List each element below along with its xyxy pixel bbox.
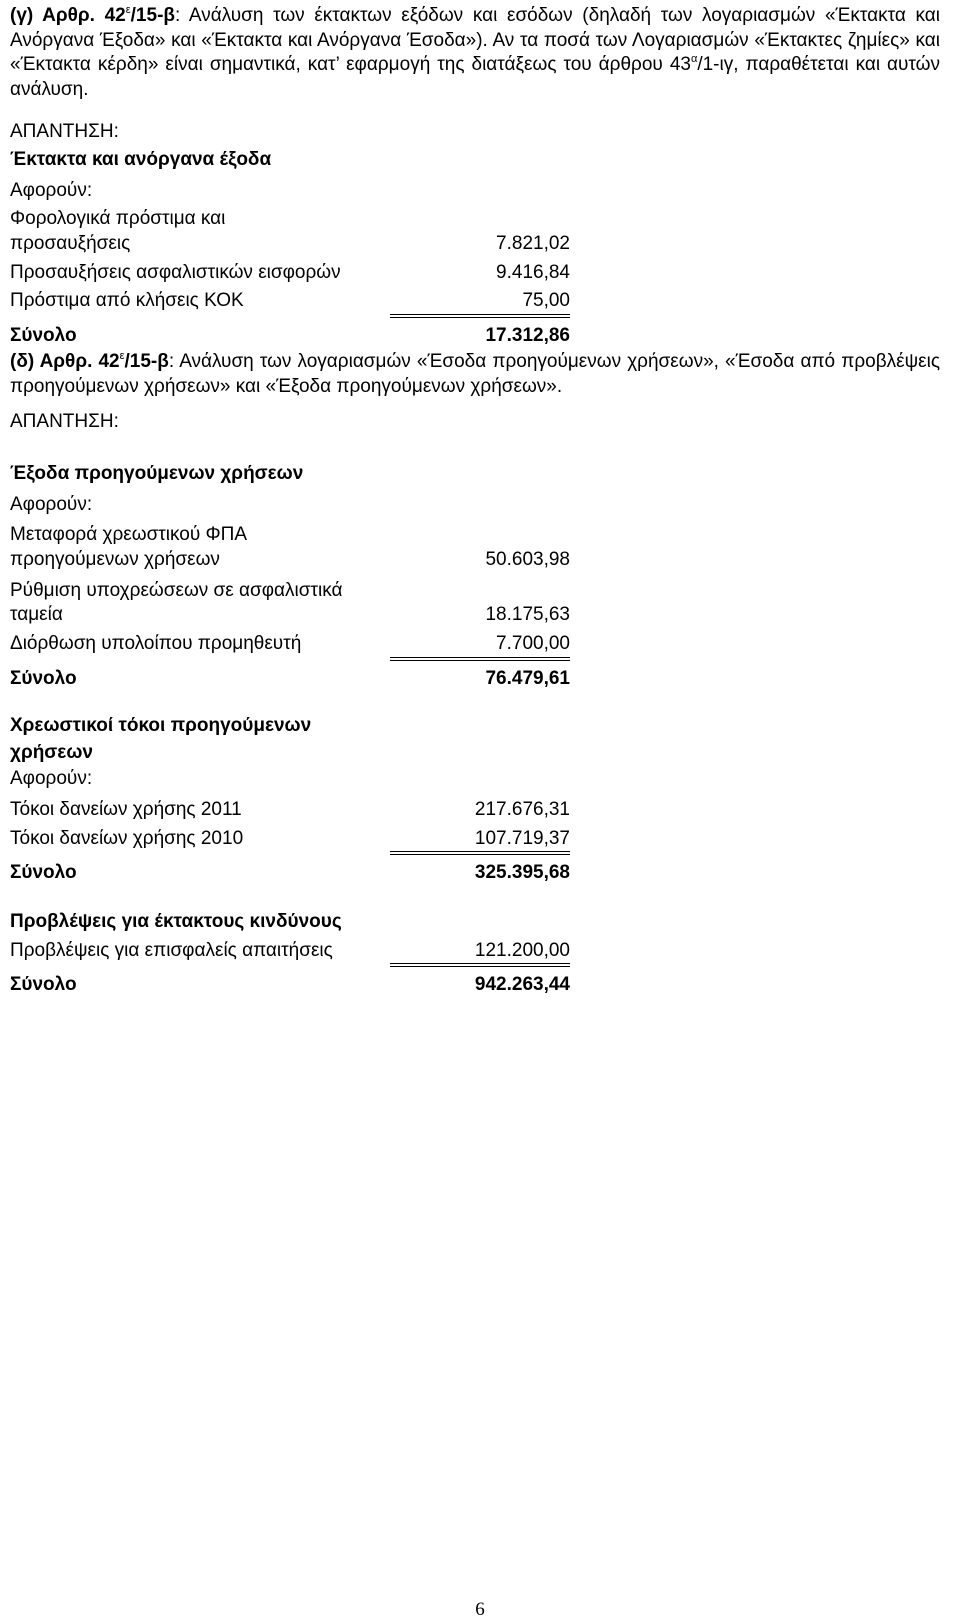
section-4-title: Προβλέψεις για έκτακτους κινδύνους <box>10 911 342 932</box>
double-underline <box>390 314 570 318</box>
para-d-prefix: (δ) Αρθρ. 42 <box>10 351 120 372</box>
row-label: Τόκοι δανείων χρήσης 2010 <box>10 827 244 849</box>
section-2-row-1 <box>10 523 570 572</box>
row-amount: 7.700,00 <box>496 633 570 655</box>
section-3-row-2 <box>10 827 570 852</box>
double-underline <box>390 963 570 967</box>
concern-label-3: Αφορούν: <box>10 768 93 790</box>
row-label-line2: προηγούμενων χρήσεων <box>10 549 220 571</box>
row-label-line2: ταμεία <box>10 604 63 626</box>
paragraph-g <box>10 4 940 103</box>
para-d-body: : Ανάλυση των λογαριασμών «Έσοδα προηγούμενων χρήσεων», «Έσοδα από προβλέψεις προηγούμενων χρήσεων» και «Έξοδα προηγούμενων χρήσεων». <box>10 351 941 397</box>
double-underline <box>390 657 570 661</box>
row-amount: 217.676,31 <box>474 799 570 821</box>
para-g-sup1: ε <box>125 4 131 16</box>
section-extraordinary-provisions <box>10 910 570 998</box>
section-prior-year-interest <box>10 714 570 886</box>
total-label: Σύνολο <box>10 667 77 689</box>
row-label: Προσαυξήσεις ασφαλιστικών εισφορών <box>10 261 341 283</box>
para-g-body: : Ανάλυση των έκτακτων εξόδων και εσόδων (δηλαδή των λογαριασμών «Έκτακτα και Ανόργανα Έξοδα» και «Έκτακτα και Ανόργανα Έσοδα»). Αν τα ποσά των Λογαριασμών «Έκτακτες ζημίες» και «Έκτακτα κέρδη» είναι σημαντικά, κατ’ εφαρμογή της διατάξεως του άρθρου 43 <box>10 5 940 76</box>
section-2-title: Έξοδα προηγούμενων χρήσεων <box>10 463 304 484</box>
row-amount: 7.821,02 <box>496 233 570 255</box>
answer-label-1: ΑΠΑΝΤΗΣΗ: <box>10 121 119 142</box>
section-1-row-2 <box>10 261 570 286</box>
section-prior-year-expenses <box>10 462 570 692</box>
total-label: Σύνολο <box>10 862 77 884</box>
page-number: 6 <box>475 1599 485 1620</box>
total-amount: 942.263,44 <box>474 974 570 996</box>
total-label: Σύνολο <box>10 974 77 996</box>
row-amount: 9.416,84 <box>496 261 570 283</box>
section-4-total-row <box>10 973 570 998</box>
answer-label-2: ΑΠΑΝΤΗΣΗ: <box>10 411 119 432</box>
section-1-total-row <box>10 324 570 349</box>
section-3-row-1 <box>10 798 570 823</box>
row-label: Πρόστιμα από κλήσεις ΚΟΚ <box>10 290 244 312</box>
total-amount: 325.395,68 <box>474 862 570 884</box>
para-g-tail: /1-ιγ, παραθέτεται και αυτών ανάλυση. <box>10 54 941 101</box>
row-amount: 18.175,63 <box>485 604 570 626</box>
section-2-row-3 <box>10 632 570 657</box>
section-3-title-line1: Χρεωστικοί τόκοι προηγούμενων <box>10 715 312 736</box>
concern-label-1: Αφορούν: <box>10 179 93 201</box>
row-label: Τόκοι δανείων χρήσης 2011 <box>10 799 242 821</box>
para-d-sup: ε <box>119 350 125 362</box>
row-amount: 75,00 <box>522 290 570 312</box>
row-amount: 121.200,00 <box>474 939 570 961</box>
section-2-row-2 <box>10 579 570 628</box>
section-1-row-3 <box>10 289 570 314</box>
row-amount: 50.603,98 <box>485 549 570 571</box>
row-label-line1: Ρύθμιση υποχρεώσεων σε ασφαλιστικά <box>10 579 343 601</box>
double-underline <box>390 851 570 855</box>
section-3-title-line2: χρήσεων <box>10 741 93 763</box>
para-g-prefix: (γ) Αρθρ. 42 <box>10 5 126 26</box>
para-g-sup2: α <box>690 53 698 66</box>
row-label: Προβλέψεις για επισφαλείς απαιτήσεις <box>10 939 333 961</box>
concern-label-2: Αφορούν: <box>10 493 93 515</box>
section-2-total-row <box>10 667 570 692</box>
row-label-line1: Μεταφορά χρεωστικού ΦΠΑ <box>10 524 248 546</box>
row-label-line1: Φορολογικά πρόστιμα και <box>10 208 226 230</box>
total-label: Σύνολο <box>10 325 77 347</box>
section-1-row-1 <box>10 207 570 256</box>
row-amount: 107.719,37 <box>474 827 570 849</box>
total-amount: 17.312,86 <box>485 325 570 347</box>
paragraph-d <box>10 350 940 399</box>
row-label-line2: προσαυξήσεις <box>10 233 131 255</box>
section-3-total-row <box>10 861 570 886</box>
section-extraordinary-expenses <box>10 148 570 349</box>
total-amount: 76.479,61 <box>485 667 570 689</box>
para-d-ref: /15-β <box>124 351 169 372</box>
para-g-ref: /15-β <box>130 5 175 26</box>
section-1-title: Έκτακτα και ανόργανα έξοδα <box>10 149 272 170</box>
section-4-row-1 <box>10 939 570 964</box>
row-label: Διόρθωση υπολοίπου προμηθευτή <box>10 633 302 655</box>
